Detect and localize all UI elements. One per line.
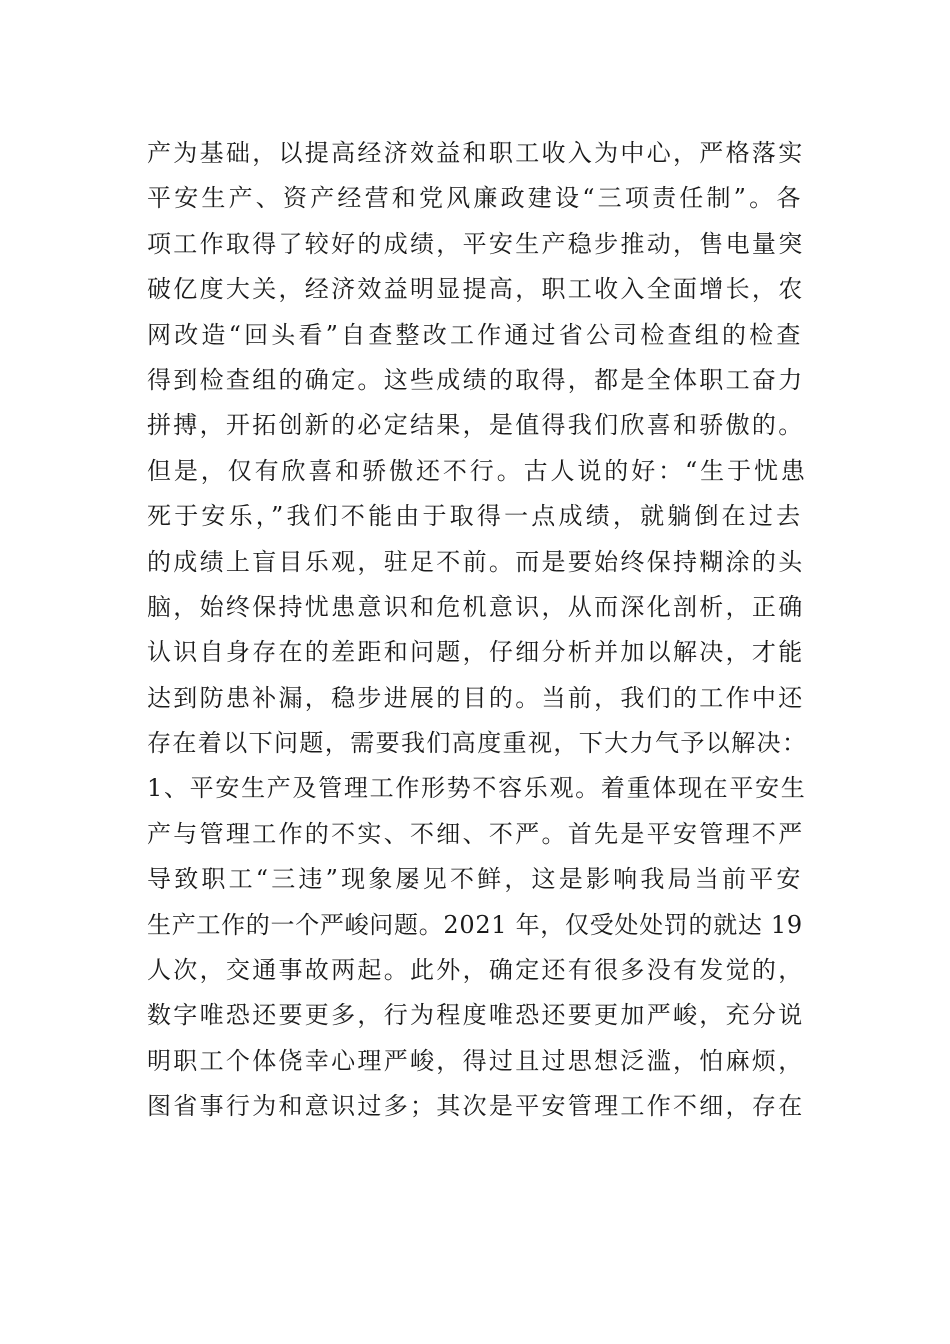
text-line: 产与管理工作的不实、不细、不严。首先是平安管理不严 <box>147 819 805 848</box>
text-line: 拼搏，开拓创新的必定结果，是值得我们欣喜和骄傲的。 <box>147 411 805 440</box>
text-line: 明职工个体侥幸心理严峻，得过且过思想泛滥，怕麻烦， <box>147 1046 805 1075</box>
text-line: 但是，仅有欣喜和骄傲还不行。古人说的好：“生于忧患 <box>147 456 808 485</box>
text-line: 生产工作的一个严峻问题。2021 年，仅受处处罚的就达 19 <box>147 910 803 939</box>
text-line: 产为基础，以提高经济效益和职工收入为中心，严格落实 <box>147 139 805 167</box>
text-line: 导致职工“三违”现象屡见不鲜，这是影响我局当前平安 <box>147 865 804 894</box>
text-line: 网改造“回头看”自查整改工作通过省公司检查组的检查 <box>147 320 804 349</box>
text-line: 存在着以下问题，需要我们高度重视，下大力气予以解决： <box>147 729 808 758</box>
text-line: 人次，交通事故两起。此外，确定还有很多没有发觉的， <box>147 956 805 985</box>
text-line: 图省事行为和意识过多；其次是平安管理工作不细，存在 <box>147 1092 805 1121</box>
text-line: 得到检查组的确定。这些成绩的取得，都是全体职工奋力 <box>147 365 805 394</box>
text-line: 项工作取得了较好的成绩，平安生产稳步推动，售电量突 <box>147 229 805 258</box>
text-line: 认识自身存在的差距和问题，仔细分析并加以解决，才能 <box>147 638 805 667</box>
text-line: 达到防患补漏，稳步进展的目的。当前，我们的工作中还 <box>147 683 805 712</box>
text-line: 脑，始终保持忧患意识和危机意识，从而深化剖析，正确 <box>147 592 805 621</box>
text-line: 数字唯恐还要更多，行为程度唯恐还要更加严峻，充分说 <box>147 1001 805 1030</box>
text-line: 破亿度大关，经济效益明显提高，职工收入全面增长，农 <box>147 275 805 304</box>
text-line: 平安生产、资产经营和党风廉政建设“三项责任制”。各 <box>147 184 804 213</box>
text-line: 的成绩上盲目乐观，驻足不前。而是要始终保持糊涂的头 <box>147 547 805 576</box>
body-text <box>147 131 809 1130</box>
text-line: 死于安乐，”我们不能由于取得一点成绩，就躺倒在过去 <box>147 502 804 531</box>
text-line: 1、平安生产及管理工作形势不容乐观。着重体现在平安生 <box>147 774 807 803</box>
